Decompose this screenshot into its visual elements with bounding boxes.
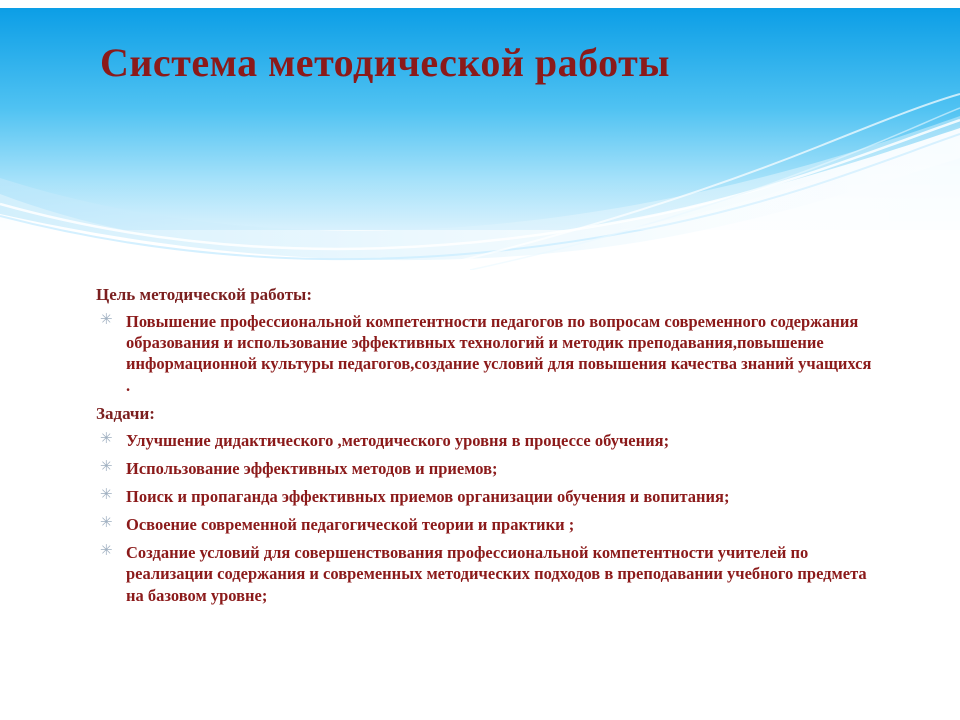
list-item <box>96 311 876 395</box>
list-item-text: Создание условий для совершенствования профессиональной компетентности учителей по реализации содержания и современных методических подходов в преподавании учебного предмета на базовом уровне; <box>126 543 867 605</box>
page-title: Система методической работы <box>100 40 671 85</box>
tasks-label: Задачи: <box>96 403 155 423</box>
bullet-marker-icon: ✳ <box>100 312 113 329</box>
list-item <box>96 542 876 605</box>
list-item-text: Освоение современной педагогической теории и практики ; <box>126 515 575 535</box>
list-item-text: Поиск и пропаганда эффективных приемов организации обучения и вопитания; <box>126 487 730 507</box>
tasks-list <box>96 430 876 606</box>
bullet-marker-icon: ✳ <box>100 430 113 447</box>
bullet-marker-icon: ✳ <box>100 543 113 560</box>
goal-list <box>96 311 876 395</box>
list-item-text: Улучшение дидактического ,методического уровня в процессе обучения; <box>126 430 670 450</box>
list-item <box>96 430 876 451</box>
list-item-text: Использование эффективных методов и приемов; <box>126 459 498 479</box>
list-item <box>96 458 876 479</box>
list-item <box>96 486 876 507</box>
bullet-marker-icon: ✳ <box>100 515 113 532</box>
list-item <box>96 514 876 535</box>
bullet-marker-icon: ✳ <box>100 487 113 504</box>
bullet-marker-icon: ✳ <box>100 459 113 476</box>
list-item-text: Повышение профессиональной компетентности педагогов по вопросам современного содержания образования и использование эффективных технологий и методик преподавания,повышение информационной культуры педагогов,создание условий для повышения качества знаний учащихся . <box>126 312 872 395</box>
goal-label: Цель методической работы: <box>96 285 312 304</box>
slide-body <box>96 284 876 613</box>
